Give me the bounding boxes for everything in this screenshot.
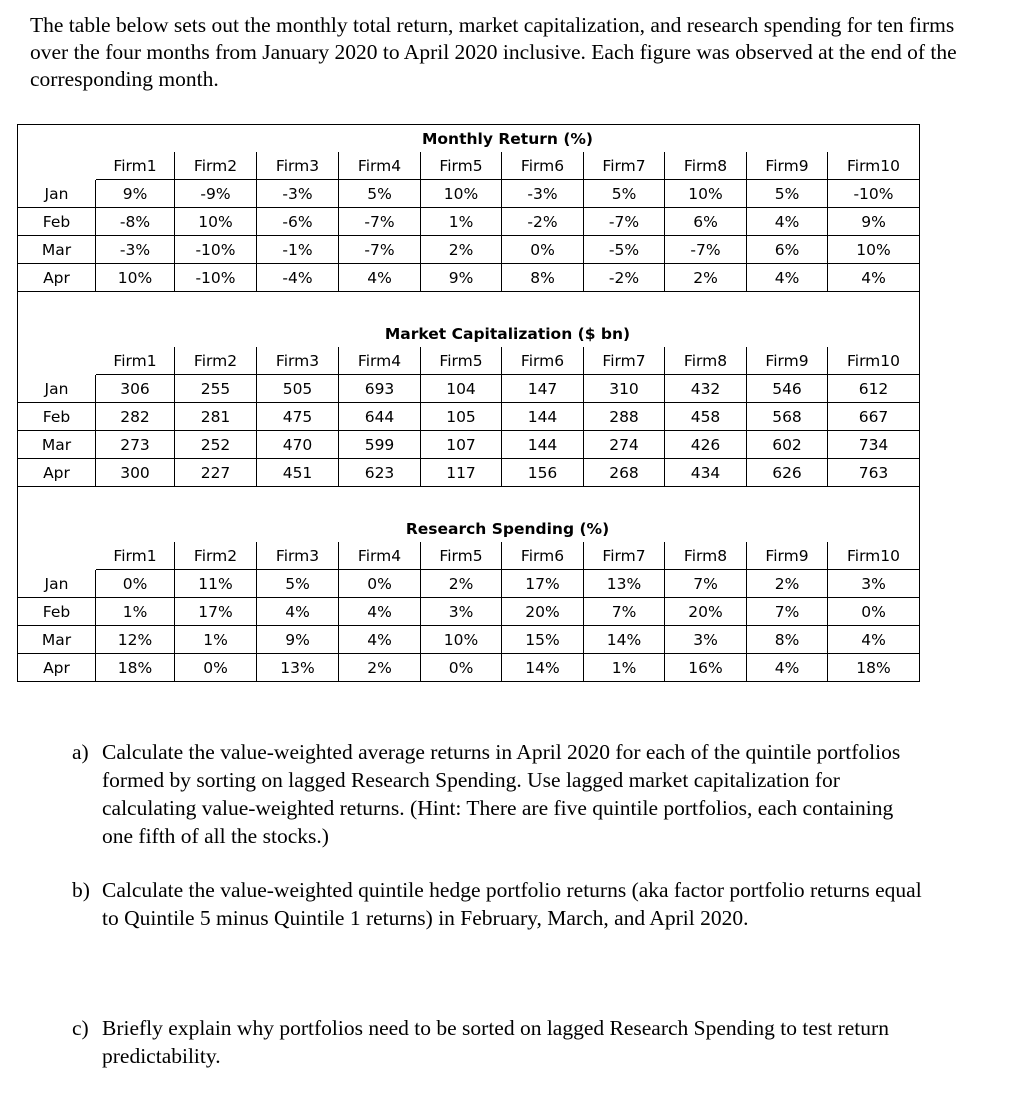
firm-header: Firm3 [257, 152, 339, 180]
table-cell: 117 [421, 459, 502, 487]
table-cell: 20% [665, 598, 747, 626]
section-spacer [18, 487, 920, 515]
table-cell: 10% [421, 180, 502, 208]
firm-header: Firm4 [339, 542, 421, 570]
table-row [18, 459, 920, 487]
month-label: Apr [18, 459, 96, 487]
table-cell: 2% [421, 570, 502, 598]
table-cell: 432 [665, 375, 747, 403]
table-cell: 7% [584, 598, 665, 626]
table-cell: -10% [828, 180, 920, 208]
table-cell: 0% [339, 570, 421, 598]
firm-header: Firm9 [747, 347, 828, 375]
firm-header: Firm6 [502, 347, 584, 375]
table-cell: 147 [502, 375, 584, 403]
table-cell: -1% [257, 236, 339, 264]
table-cell: 1% [96, 598, 175, 626]
table-cell: 4% [339, 264, 421, 292]
table-row [18, 570, 920, 598]
table-row [18, 375, 920, 403]
table-cell: 451 [257, 459, 339, 487]
table-cell: -8% [96, 208, 175, 236]
question-b-label: b) [72, 878, 90, 902]
section-title: Market Capitalization ($ bn) [96, 320, 920, 348]
table-cell: 268 [584, 459, 665, 487]
table-cell: 475 [257, 403, 339, 431]
table-cell: 2% [665, 264, 747, 292]
firm-header: Firm10 [828, 542, 920, 570]
table-row [18, 626, 920, 654]
firm-header: Firm5 [421, 542, 502, 570]
table-cell: 9% [421, 264, 502, 292]
table-cell: 6% [747, 236, 828, 264]
section-title-row [18, 320, 920, 348]
section-title: Monthly Return (%) [96, 125, 920, 153]
table-cell: 4% [747, 264, 828, 292]
table-cell: 252 [175, 431, 257, 459]
month-label: Feb [18, 208, 96, 236]
table-cell: 9% [257, 626, 339, 654]
table-cell: 10% [175, 208, 257, 236]
table-cell: -7% [584, 208, 665, 236]
table-cell: 644 [339, 403, 421, 431]
firm-header: Firm9 [747, 152, 828, 180]
table-cell: 255 [175, 375, 257, 403]
question-c-text: Briefly explain why portfolios need to be sorted on lagged Research Spending to test return predictability. [102, 1016, 889, 1068]
table-cell: 0% [421, 654, 502, 682]
table-cell: 4% [747, 654, 828, 682]
table-cell: 10% [828, 236, 920, 264]
table-cell: 4% [747, 208, 828, 236]
table-cell: 310 [584, 375, 665, 403]
table-cell: -10% [175, 264, 257, 292]
firm-header: Firm2 [175, 542, 257, 570]
table-cell: 5% [257, 570, 339, 598]
table-cell: 20% [502, 598, 584, 626]
table-cell: 623 [339, 459, 421, 487]
table-cell: 227 [175, 459, 257, 487]
table-cell: 626 [747, 459, 828, 487]
table-cell: 282 [96, 403, 175, 431]
table-cell: 5% [339, 180, 421, 208]
table-cell: 1% [584, 654, 665, 682]
firm-header: Firm7 [584, 152, 665, 180]
firm-header: Firm3 [257, 542, 339, 570]
table-cell: 7% [665, 570, 747, 598]
table-cell: 8% [502, 264, 584, 292]
table-cell: 4% [339, 598, 421, 626]
corner-cell [18, 125, 96, 180]
table-cell: 4% [339, 626, 421, 654]
table-cell: 546 [747, 375, 828, 403]
firm-header: Firm9 [747, 542, 828, 570]
table-cell: -7% [339, 236, 421, 264]
data-table [17, 124, 920, 682]
table-cell: 13% [257, 654, 339, 682]
table-cell: 0% [828, 598, 920, 626]
table-cell: 18% [828, 654, 920, 682]
table-cell: 4% [828, 264, 920, 292]
table-cell: -9% [175, 180, 257, 208]
table-cell: 599 [339, 431, 421, 459]
table-row [18, 236, 920, 264]
firm-header: Firm10 [828, 347, 920, 375]
table-cell: 10% [96, 264, 175, 292]
table-cell: -2% [502, 208, 584, 236]
corner-cell [18, 320, 96, 375]
table-cell: 0% [502, 236, 584, 264]
table-cell: 3% [665, 626, 747, 654]
firm-header: Firm1 [96, 152, 175, 180]
table-cell: 104 [421, 375, 502, 403]
table-cell: 2% [421, 236, 502, 264]
table-cell: -2% [584, 264, 665, 292]
table-cell: -6% [257, 208, 339, 236]
table-cell: 274 [584, 431, 665, 459]
table-cell: 306 [96, 375, 175, 403]
table-row [18, 431, 920, 459]
table-cell: 288 [584, 403, 665, 431]
table-cell: 426 [665, 431, 747, 459]
table-cell: 505 [257, 375, 339, 403]
table-cell: 10% [421, 626, 502, 654]
table-cell: 3% [421, 598, 502, 626]
table-cell: 10% [665, 180, 747, 208]
firm-header: Firm1 [96, 542, 175, 570]
spacer-cell [18, 292, 920, 320]
firm-header: Firm7 [584, 542, 665, 570]
table-cell: 568 [747, 403, 828, 431]
firm-header: Firm5 [421, 152, 502, 180]
table-cell: 470 [257, 431, 339, 459]
table-cell: 11% [175, 570, 257, 598]
section-spacer [18, 292, 920, 320]
corner-cell [18, 515, 96, 570]
section-title-row [18, 125, 920, 153]
table-row [18, 208, 920, 236]
table-cell: 0% [175, 654, 257, 682]
firm-header: Firm10 [828, 152, 920, 180]
firm-header: Firm5 [421, 347, 502, 375]
table-cell: 9% [828, 208, 920, 236]
table-cell: 3% [828, 570, 920, 598]
table-cell: 434 [665, 459, 747, 487]
table-cell: -3% [96, 236, 175, 264]
table-cell: 12% [96, 626, 175, 654]
table-cell: 17% [502, 570, 584, 598]
table-cell: 5% [584, 180, 665, 208]
table-cell: 612 [828, 375, 920, 403]
firm-header-row [18, 347, 920, 375]
table-cell: 281 [175, 403, 257, 431]
table-cell: 734 [828, 431, 920, 459]
table-cell: 300 [96, 459, 175, 487]
question-c-label: c) [72, 1016, 89, 1040]
intro-paragraph: The table below sets out the monthly total return, market capitalization, and research spending for ten firms over the four months from January 2020 to April 2020 inclusive. Each figure was observed at the end of the corresponding month. [30, 13, 957, 91]
table-cell: 6% [665, 208, 747, 236]
table-cell: 2% [339, 654, 421, 682]
month-label: Jan [18, 375, 96, 403]
table-cell: 17% [175, 598, 257, 626]
section-title-row [18, 515, 920, 543]
month-label: Feb [18, 403, 96, 431]
table-cell: 602 [747, 431, 828, 459]
table-cell: 2% [747, 570, 828, 598]
table-cell: 4% [828, 626, 920, 654]
table-cell: 107 [421, 431, 502, 459]
firm-header-row [18, 152, 920, 180]
question-a-label: a) [72, 740, 89, 764]
table-cell: 156 [502, 459, 584, 487]
firm-header: Firm2 [175, 347, 257, 375]
firm-header: Firm6 [502, 152, 584, 180]
table-cell: -3% [257, 180, 339, 208]
firm-header: Firm4 [339, 152, 421, 180]
table-row [18, 598, 920, 626]
table-cell: 105 [421, 403, 502, 431]
table-cell: 8% [747, 626, 828, 654]
table-cell: 13% [584, 570, 665, 598]
month-label: Mar [18, 431, 96, 459]
month-label: Jan [18, 180, 96, 208]
table-cell: 693 [339, 375, 421, 403]
table-cell: -7% [339, 208, 421, 236]
firm-header: Firm6 [502, 542, 584, 570]
table-row [18, 403, 920, 431]
table-cell: 7% [747, 598, 828, 626]
table-cell: 16% [665, 654, 747, 682]
firm-header: Firm3 [257, 347, 339, 375]
firm-header: Firm8 [665, 542, 747, 570]
firm-header-row [18, 542, 920, 570]
month-label: Apr [18, 654, 96, 682]
month-label: Jan [18, 570, 96, 598]
table-row [18, 654, 920, 682]
table-cell: -3% [502, 180, 584, 208]
table-cell: 0% [96, 570, 175, 598]
table-cell: 1% [421, 208, 502, 236]
question-a-text: Calculate the value-weighted average returns in April 2020 for each of the quintile portfolios formed by sorting on lagged Research Spending. Use lagged market capitalization for calculating value-weighted returns. (Hint: There are five quintile portfolios, each containing one fifth of all the stocks.) [102, 740, 901, 848]
section-title: Research Spending (%) [96, 515, 920, 543]
table-cell: -10% [175, 236, 257, 264]
firm-header: Firm4 [339, 347, 421, 375]
table-cell: 14% [502, 654, 584, 682]
table-cell: 4% [257, 598, 339, 626]
month-label: Mar [18, 626, 96, 654]
spacer-cell [18, 487, 920, 515]
firm-header: Firm7 [584, 347, 665, 375]
table-row [18, 264, 920, 292]
table-cell: 273 [96, 431, 175, 459]
table-cell: 144 [502, 403, 584, 431]
question-b-text: Calculate the value-weighted quintile hedge portfolio returns (aka factor portfolio returns equal to Quintile 5 minus Quintile 1 returns) in February, March, and April 2020. [102, 878, 922, 930]
table-cell: 763 [828, 459, 920, 487]
table-cell: 14% [584, 626, 665, 654]
month-label: Mar [18, 236, 96, 264]
table-cell: 1% [175, 626, 257, 654]
month-label: Feb [18, 598, 96, 626]
table-cell: -4% [257, 264, 339, 292]
table-cell: 18% [96, 654, 175, 682]
firm-header: Firm1 [96, 347, 175, 375]
firm-header: Firm8 [665, 152, 747, 180]
table-cell: -5% [584, 236, 665, 264]
table-cell: 5% [747, 180, 828, 208]
month-label: Apr [18, 264, 96, 292]
firm-header: Firm8 [665, 347, 747, 375]
table-cell: -7% [665, 236, 747, 264]
table-cell: 458 [665, 403, 747, 431]
table-row [18, 180, 920, 208]
table-cell: 144 [502, 431, 584, 459]
table-cell: 15% [502, 626, 584, 654]
table-cell: 9% [96, 180, 175, 208]
table-cell: 667 [828, 403, 920, 431]
firm-header: Firm2 [175, 152, 257, 180]
